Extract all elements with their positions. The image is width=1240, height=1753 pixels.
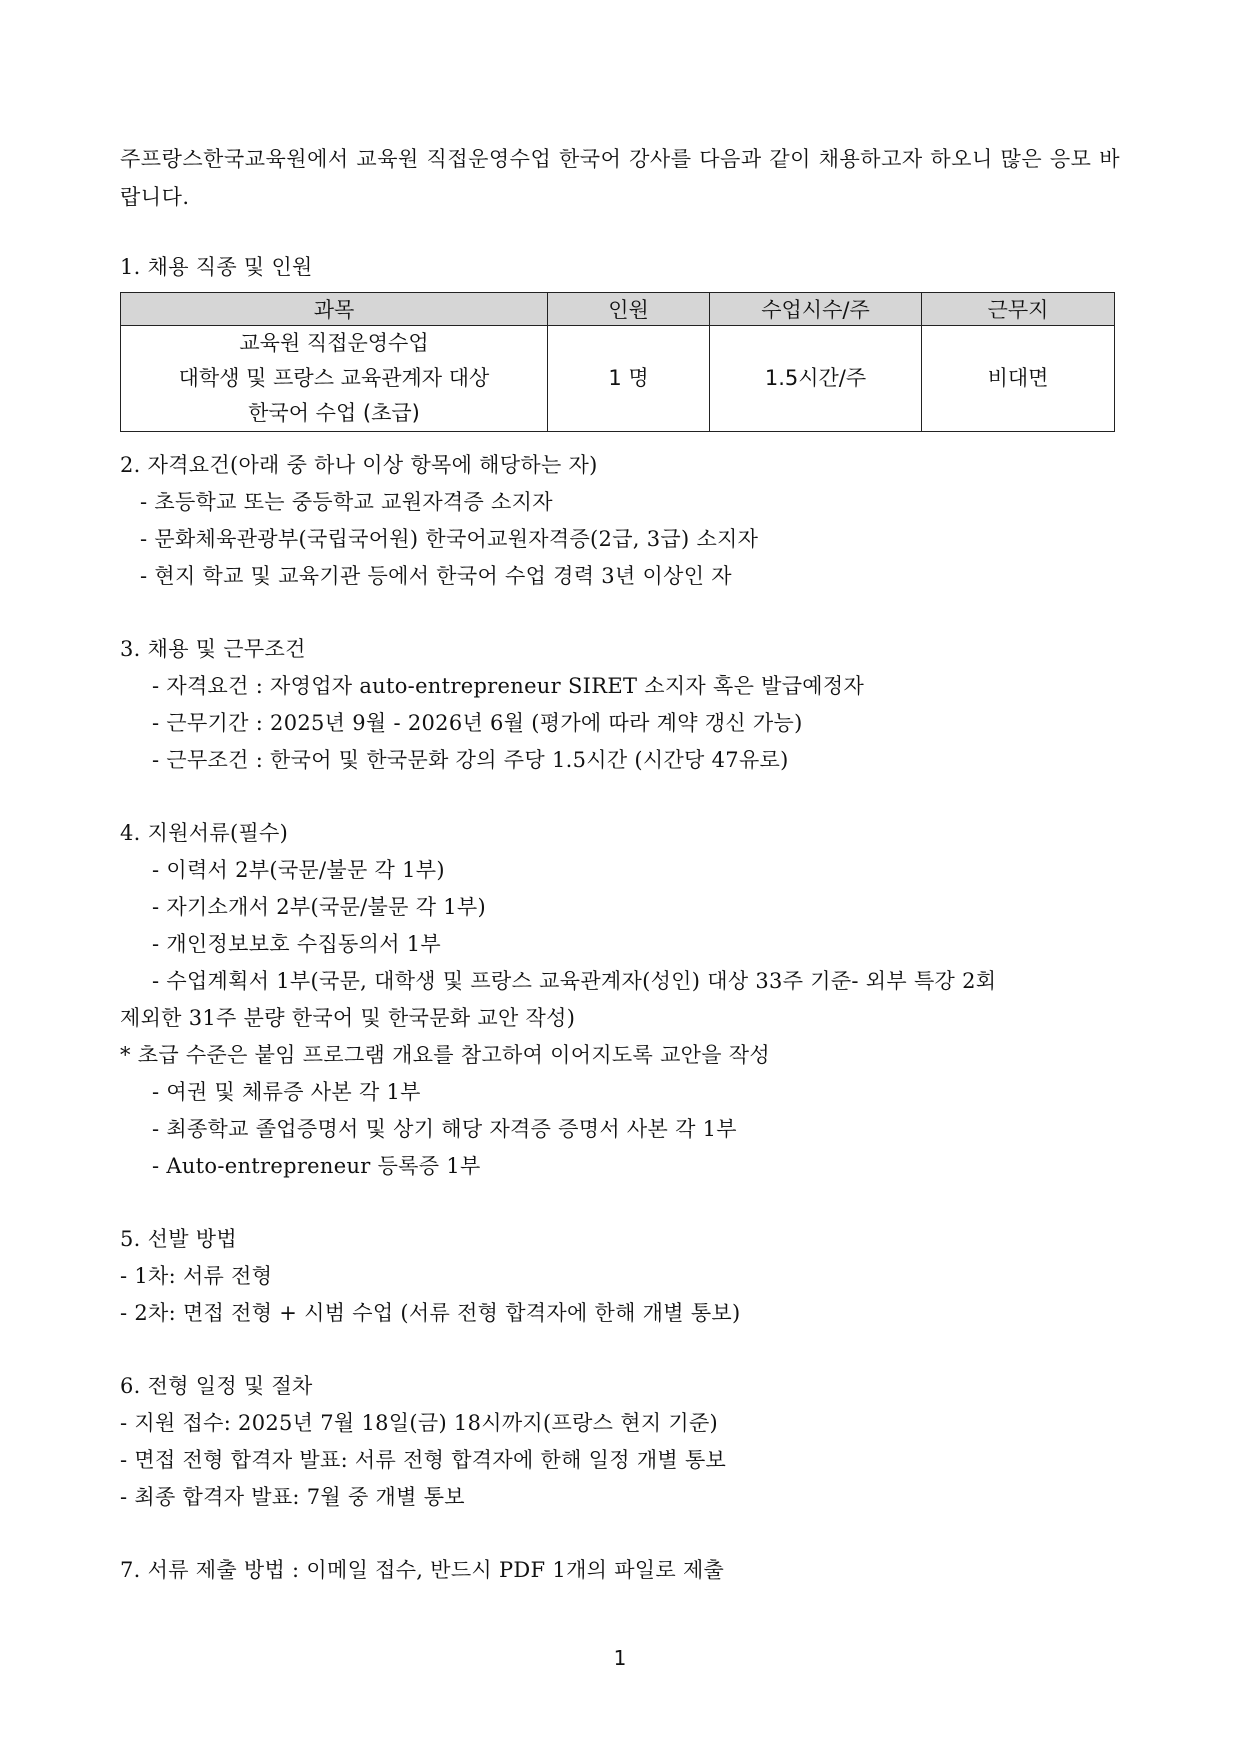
list-item: - 자기소개서 2부(국문/불문 각 1부) <box>152 895 487 919</box>
section-3-heading: 3. 채용 및 근무조건 <box>120 637 306 661</box>
cell-count: 1 명 <box>548 326 710 432</box>
section-1-heading: 1. 채용 직종 및 인원 <box>120 255 313 279</box>
list-item: - 이력서 2부(국문/불문 각 1부) <box>152 858 445 882</box>
note-item: * 초급 수준은 붙임 프로그램 개요를 참고하여 이어지도록 교안을 작성 <box>120 1043 770 1067</box>
header-count: 인원 <box>548 293 710 326</box>
section-2-heading: 2. 자격요건(아래 중 하나 이상 항목에 해당하는 자) <box>120 453 598 477</box>
list-item: - 면접 전형 합격자 발표: 서류 전형 합격자에 한해 일정 개별 통보 <box>120 1448 727 1472</box>
list-item: - 최종 합격자 발표: 7월 중 개별 통보 <box>120 1485 465 1509</box>
cell-subject <box>121 326 548 432</box>
cell-location: 비대면 <box>922 326 1115 432</box>
section-6-heading: 6. 전형 일정 및 절차 <box>120 1374 313 1398</box>
list-item: - 개인정보보호 수집동의서 1부 <box>152 932 442 956</box>
list-item: - 지원 접수: 2025년 7월 18일(금) 18시까지(프랑스 현지 기준) <box>120 1411 719 1435</box>
list-item: - 1차: 서류 전형 <box>120 1264 273 1288</box>
subject-line: 한국어 수업 (초급) <box>248 401 420 425</box>
recruitment-table <box>120 292 1115 432</box>
intro-paragraph: 주프랑스한국교육원에서 교육원 직접운영수업 한국어 강사를 다음과 같이 채용하고자 하오니 많은 응모 바랍니다. <box>120 147 1120 209</box>
table-row <box>121 326 1115 432</box>
list-item: - 자격요건 : 자영업자 auto-entrepreneur SIRET 소지자 혹은 발급예정자 <box>152 674 865 698</box>
list-item: - 여권 및 체류증 사본 각 1부 <box>152 1080 421 1104</box>
header-location: 근무지 <box>922 293 1115 326</box>
list-item: - 근무기간 : 2025년 9월 - 2026년 6월 (평가에 따라 계약 갱신 가능) <box>152 711 803 735</box>
table-header-row <box>121 293 1115 326</box>
list-item: - 수업계획서 1부(국문, 대학생 및 프랑스 교육관계자(성인) 대상 33주 기준- 외부 특강 2회 <box>152 969 997 993</box>
subject-line: 대학생 및 프랑스 교육관계자 대상 <box>178 366 490 390</box>
list-item: - 초등학교 또는 중등학교 교원자격증 소지자 <box>140 490 553 514</box>
list-item: - 최종학교 졸업증명서 및 상기 해당 자격증 증명서 사본 각 1부 <box>152 1117 737 1141</box>
header-subject: 과목 <box>121 293 548 326</box>
header-hours: 수업시수/주 <box>710 293 922 326</box>
page-number: 1 <box>613 1646 627 1670</box>
subject-line: 교육원 직접운영수업 <box>239 331 429 355</box>
list-item: - 문화체육관광부(국립국어원) 한국어교원자격증(2급, 3급) 소지자 <box>140 527 759 551</box>
list-item: - Auto-entrepreneur 등록증 1부 <box>152 1154 481 1178</box>
list-item: - 근무조건 : 한국어 및 한국문화 강의 주당 1.5시간 (시간당 47유로) <box>152 748 789 772</box>
list-item: - 2차: 면접 전형 + 시범 수업 (서류 전형 합격자에 한해 개별 통보) <box>120 1301 741 1325</box>
section-7-heading: 7. 서류 제출 방법 : 이메일 접수, 반드시 PDF 1개의 파일로 제출 <box>120 1558 725 1582</box>
cell-hours: 1.5시간/주 <box>710 326 922 432</box>
section-5-heading: 5. 선발 방법 <box>120 1227 237 1251</box>
list-item-continuation: 제외한 31주 분량 한국어 및 한국문화 교안 작성) <box>120 1006 576 1030</box>
list-item: - 현지 학교 및 교육기관 등에서 한국어 수업 경력 3년 이상인 자 <box>140 564 732 588</box>
section-4-heading: 4. 지원서류(필수) <box>120 821 289 845</box>
